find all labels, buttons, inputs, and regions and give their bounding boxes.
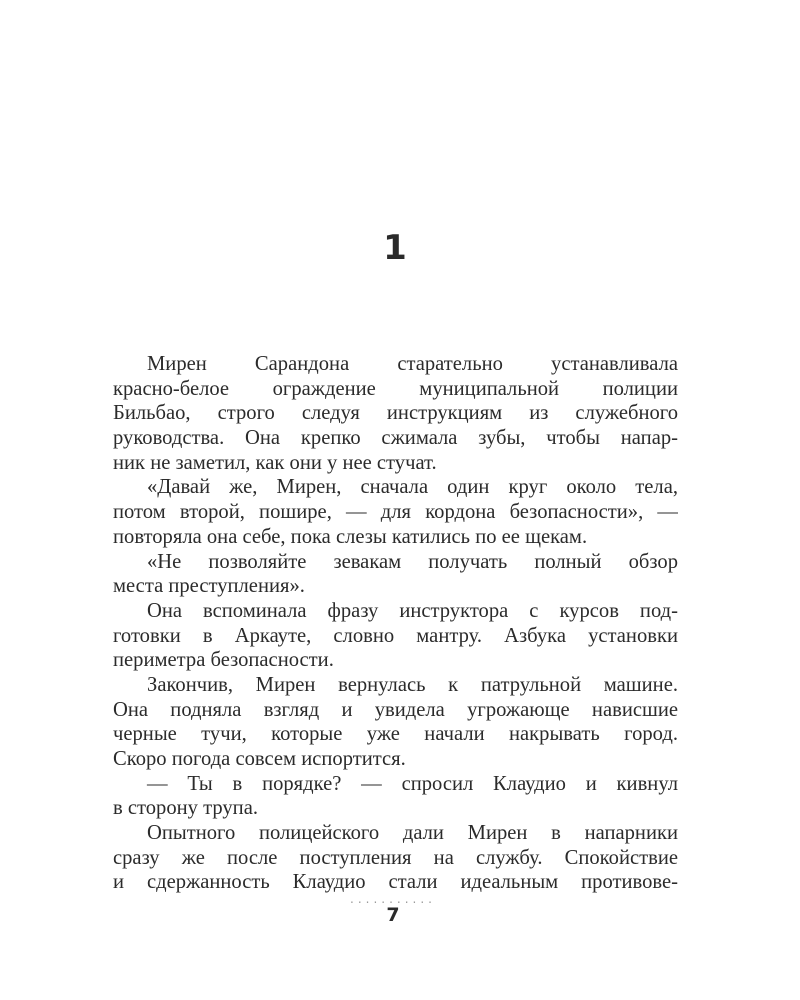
text-line: периметра безопасности. xyxy=(113,649,334,672)
text-line: Она подняла взгляд и увидела угрожающе нависшие xyxy=(113,698,678,721)
body-text xyxy=(113,352,678,895)
text-line: готовки в Аркауте, словно мантру. Азбука установки xyxy=(113,624,678,647)
text-line: места преступления». xyxy=(113,575,305,598)
text-line: сразу же после поступления на службу. Спокойствие xyxy=(113,846,678,869)
text-line: повторяла она себе, пока слезы катились по ее щекам. xyxy=(113,525,588,548)
text-line: в сторону трупа. xyxy=(113,797,258,820)
chapter-number: 1 xyxy=(383,228,407,268)
text-line: Опытного полицейского дали Мирен в напарники xyxy=(147,822,678,845)
text-line: «Давай же, Мирен, сначала один круг около тела, xyxy=(147,476,678,499)
page-number: 7 xyxy=(386,904,400,926)
text-line: Закончив, Мирен вернулась к патрульной машине. xyxy=(147,673,678,696)
text-line: и сдержанность Клаудио стали идеальным противове- xyxy=(113,871,678,894)
text-line: Бильбао, строго следуя инструкциям из служебного xyxy=(113,402,678,425)
text-line: красно-белое ограждение муниципальной полиции xyxy=(113,377,678,400)
footer-ornament: ........... xyxy=(350,892,436,906)
text-line: Скоро погода совсем испортится. xyxy=(113,748,406,770)
text-line: руководства. Она крепко сжимала зубы, чтобы напар- xyxy=(113,427,678,450)
text-line: черные тучи, которые уже начали накрывать город. xyxy=(113,723,678,746)
text-line: потом второй, пошире, — для кордона безопасности», — xyxy=(113,501,678,524)
text-line: Она вспоминала фразу инструктора с курсов под- xyxy=(147,599,678,622)
text-line: ник не заметил, как они у нее стучат. xyxy=(113,451,437,474)
text-line: — Ты в порядке? — спросил Клаудио и кивнул xyxy=(147,772,678,795)
text-line: «Не позволяйте зевакам получать полный обзор xyxy=(147,550,678,573)
text-line: Мирен Сарандона старательно устанавливала xyxy=(147,353,678,375)
